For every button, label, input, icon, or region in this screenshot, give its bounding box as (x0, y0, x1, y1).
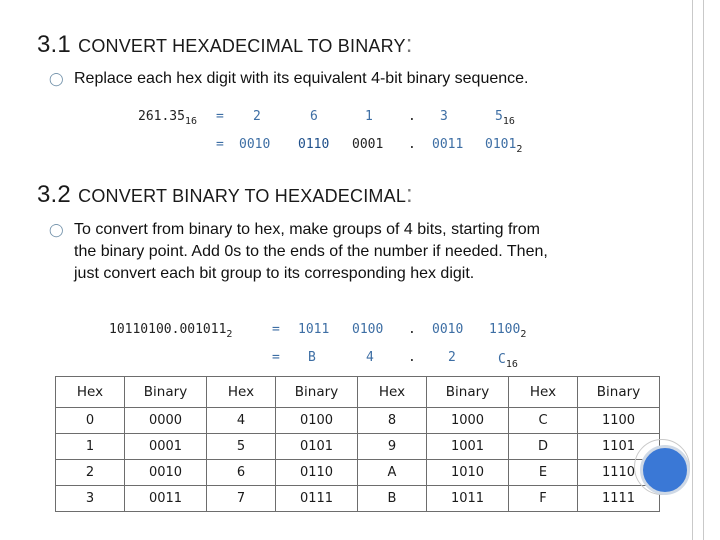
table-row (56, 434, 660, 460)
section1-number: 3.1 (37, 31, 71, 58)
table-cell: 1000 (427, 408, 509, 434)
table-cell: 1111 (578, 486, 660, 512)
table-cell: B (358, 486, 427, 512)
s1-hex-point: . (408, 109, 416, 124)
s2-hex-point: . (408, 350, 416, 365)
s2-bin-3: 0010 (432, 322, 464, 337)
table-cell: 0 (56, 408, 125, 434)
s1-bin-4: 0011 (432, 137, 464, 152)
s2-hex-3: 2 (448, 350, 456, 365)
s2-hex-4-value: C (498, 352, 506, 367)
table-cell: E (509, 460, 578, 486)
table-cell: 1100 (578, 408, 660, 434)
section1-heading (37, 30, 413, 59)
header-hex-3: Hex (358, 377, 427, 408)
s1-bin-5-sub: 2 (516, 144, 523, 155)
s1-lhs-value: 261.35 (138, 109, 185, 124)
s1-bin-0: 0010 (239, 137, 271, 152)
s2-lhs-value: 10110100.001011 (109, 322, 227, 337)
table-cell: 1110 (578, 460, 660, 486)
section1-title: CONVERT HEXADECIMAL TO BINARY (78, 36, 406, 56)
table-cell: 0010 (125, 460, 207, 486)
header-binary-2: Binary (276, 377, 358, 408)
s2-bin-4-value: 1100 (489, 322, 521, 337)
section2-title: CONVERT BINARY TO HEXADECIMAL (78, 186, 407, 206)
s1-bin-1: 0110 (298, 137, 330, 152)
table-cell: 0111 (276, 486, 358, 512)
table-cell: 4 (207, 408, 276, 434)
table-cell: 2 (56, 460, 125, 486)
s1-eq2: = (216, 137, 224, 152)
bullet-icon: ◯ (49, 71, 64, 86)
s1-hex-4: 3 (440, 109, 448, 124)
table-cell: 1001 (427, 434, 509, 460)
s1-bin-5-value: 0101 (485, 137, 517, 152)
header-binary-3: Binary (427, 377, 509, 408)
s1-bin-2: 0001 (352, 137, 384, 152)
table-cell: 5 (207, 434, 276, 460)
table-cell: F (509, 486, 578, 512)
s2-lhs-sub: 2 (226, 329, 233, 340)
s2-eq2: = (272, 350, 280, 365)
s2-hex-4-sub: 16 (505, 359, 518, 370)
s2-bin-0: 1011 (298, 322, 330, 337)
table-cell: 1011 (427, 486, 509, 512)
s2-bin-4-sub: 2 (520, 329, 527, 340)
frame-line-left (692, 0, 693, 540)
table-cell: 0000 (125, 408, 207, 434)
s2-lhs (109, 322, 232, 340)
s2-bin-1: 0100 (352, 322, 384, 337)
s2-bin-4 (489, 322, 526, 340)
s2-hex-0: B (308, 350, 316, 365)
table-cell: A (358, 460, 427, 486)
table-cell: 1101 (578, 434, 660, 460)
section2-bullet-line-2: the binary point. Add 0s to the ends of the number if needed. Then, (74, 243, 548, 260)
s2-hex-4 (498, 352, 518, 370)
s2-bin-point: . (408, 322, 416, 337)
section1-bullet-text: Replace each hex digit with its equivalent 4-bit binary sequence. (74, 70, 529, 87)
header-hex-1: Hex (56, 377, 125, 408)
table-cell: 7 (207, 486, 276, 512)
table-row (56, 460, 660, 486)
section2-number: 3.2 (37, 181, 71, 208)
s2-eq1: = (272, 322, 280, 337)
table-cell: C (509, 408, 578, 434)
frame-line-right (703, 0, 704, 540)
s1-hex-1: 6 (310, 109, 318, 124)
bullet-icon: ◯ (49, 222, 64, 237)
section2-bullet-line-1: To convert from binary to hex, make groups of 4 bits, starting from (74, 221, 540, 238)
s1-lhs-sub: 16 (184, 116, 198, 127)
table-row (56, 486, 660, 512)
hex-binary-table (55, 376, 660, 512)
s1-hex-5 (495, 109, 515, 127)
header-binary-4: Binary (578, 377, 660, 408)
section2-colon: : (406, 181, 413, 208)
section1-colon: : (405, 31, 413, 58)
table-cell: 0110 (276, 460, 358, 486)
s1-bin-5 (485, 137, 522, 155)
table-cell: D (509, 434, 578, 460)
table-cell: 0011 (125, 486, 207, 512)
table-row (56, 408, 660, 434)
s1-bin-point: . (408, 137, 416, 152)
table-cell: 0001 (125, 434, 207, 460)
header-hex-4: Hex (509, 377, 578, 408)
table-cell: 0100 (276, 408, 358, 434)
s1-eq1: = (216, 109, 224, 124)
section2-heading (37, 180, 413, 209)
table-header-row (56, 377, 660, 408)
s1-lhs (138, 109, 197, 127)
decorative-circle (640, 445, 690, 495)
table-cell: 6 (207, 460, 276, 486)
table-cell: 1010 (427, 460, 509, 486)
header-binary-1: Binary (125, 377, 207, 408)
table-cell: 0101 (276, 434, 358, 460)
s1-hex-5-sub: 16 (502, 116, 515, 127)
s1-hex-0: 2 (253, 109, 261, 124)
table-cell: 8 (358, 408, 427, 434)
s1-hex-2: 1 (365, 109, 373, 124)
section2-bullet-line-3: just convert each bit group to its corresponding hex digit. (74, 265, 475, 282)
table-cell: 1 (56, 434, 125, 460)
s2-hex-1: 4 (366, 350, 374, 365)
table-cell: 3 (56, 486, 125, 512)
s1-hex-5-value: 5 (495, 109, 503, 124)
table-cell: 9 (358, 434, 427, 460)
header-hex-2: Hex (207, 377, 276, 408)
